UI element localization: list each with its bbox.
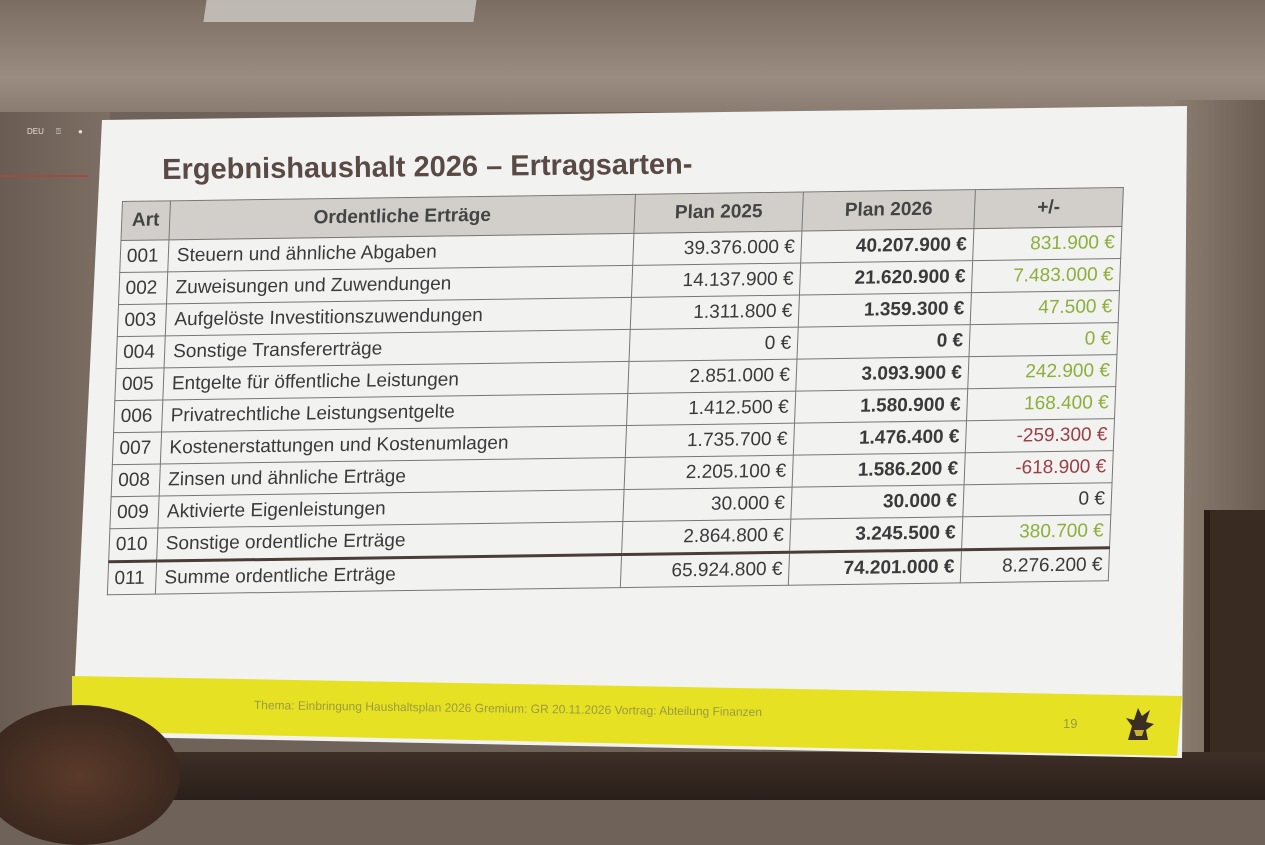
row-difference: 168.400 € <box>967 387 1116 421</box>
row-plan-2025: 2.851.000 € <box>628 359 797 393</box>
header-art: Art <box>121 201 170 241</box>
header-name: Ordentliche Erträge <box>169 194 635 240</box>
sum-plan-2026: 74.201.000 € <box>788 550 961 585</box>
slide-page-number: 19 <box>1063 716 1078 731</box>
sum-plan-2025: 65.924.800 € <box>620 552 789 587</box>
row-difference: 380.700 € <box>962 515 1111 550</box>
row-difference: 0 € <box>963 483 1112 517</box>
row-name: Zuweisungen und Zuwendungen <box>167 265 633 304</box>
row-difference: -618.900 € <box>964 451 1113 485</box>
row-art: 006 <box>114 400 163 433</box>
row-plan-2026: 1.580.900 € <box>795 389 968 423</box>
row-plan-2025: 0 € <box>629 327 798 361</box>
row-art: 005 <box>115 368 164 401</box>
header-plan-2025: Plan 2025 <box>634 192 803 233</box>
row-plan-2026: 3.093.900 € <box>796 357 969 391</box>
row-plan-2025: 1.735.700 € <box>625 423 794 457</box>
language-indicator: DEU <box>27 127 44 136</box>
row-name: Entgelte für öffentliche Leistungen <box>163 361 629 400</box>
row-plan-2026: 1.359.300 € <box>798 293 971 327</box>
revenue-table-container <box>106 187 1128 611</box>
row-art: 010 <box>109 528 158 562</box>
row-name: Kostenerstattungen und Kostenumlagen <box>160 425 626 464</box>
row-plan-2025: 39.376.000 € <box>633 231 802 265</box>
row-plan-2026: 0 € <box>797 325 970 359</box>
projector-divider <box>0 175 88 177</box>
sum-name: Summe ordentliche Erträge <box>155 555 621 595</box>
row-name: Sonstige ordentliche Erträge <box>157 522 623 562</box>
row-plan-2026: 30.000 € <box>791 485 964 519</box>
row-art: 001 <box>120 240 169 273</box>
row-art: 007 <box>112 432 161 465</box>
help-icon: ⍰ <box>56 127 61 136</box>
row-difference: 7.483.000 € <box>971 259 1120 293</box>
row-plan-2026: 1.476.400 € <box>793 421 966 455</box>
row-name: Privatrechtliche Leistungsentgelte <box>162 393 628 432</box>
row-art: 004 <box>116 336 165 369</box>
row-plan-2025: 14.137.900 € <box>631 263 800 297</box>
row-plan-2025: 1.311.800 € <box>630 295 799 329</box>
row-plan-2025: 2.205.100 € <box>624 455 793 489</box>
row-name: Aktivierte Eigenleistungen <box>158 490 624 529</box>
row-art: 003 <box>117 304 166 337</box>
row-plan-2025: 1.412.500 € <box>627 391 796 425</box>
room-floor <box>0 752 1265 800</box>
room-ceiling <box>0 0 1265 112</box>
projector-status-bar <box>0 118 100 138</box>
row-art: 008 <box>111 464 160 497</box>
row-plan-2026: 21.620.900 € <box>799 261 972 295</box>
table-body <box>107 227 1122 595</box>
row-name: Sonstige Transfererträge <box>164 329 630 368</box>
row-plan-2026: 1.586.200 € <box>792 453 965 487</box>
row-plan-2026: 3.245.500 € <box>790 517 963 552</box>
row-name: Steuern und ähnliche Abgaben <box>168 233 634 272</box>
slide-footer-text: Thema: Einbringung Haushaltsplan 2026 Gremium: GR 20.11.2026 Vortrag: Abteilung Finanzen <box>253 698 763 720</box>
ceiling-light <box>203 0 476 22</box>
revenue-table <box>107 187 1124 595</box>
row-plan-2026: 40.207.900 € <box>801 229 974 263</box>
header-plan-2026: Plan 2026 <box>802 190 975 231</box>
sum-difference: 8.276.200 € <box>960 548 1109 583</box>
sum-art: 011 <box>107 561 156 595</box>
row-difference: -259.300 € <box>965 419 1114 453</box>
user-icon: ● <box>78 127 83 136</box>
row-art: 002 <box>119 272 168 305</box>
slide-title: Ergebnishaushalt 2026 – Ertragsarten- <box>162 148 693 186</box>
row-difference: 47.500 € <box>970 291 1119 325</box>
row-plan-2025: 2.864.800 € <box>622 519 791 554</box>
row-plan-2025: 30.000 € <box>623 487 792 521</box>
header-difference: +/- <box>974 188 1123 229</box>
row-art: 009 <box>110 496 159 529</box>
row-difference: 242.900 € <box>968 355 1117 389</box>
row-difference: 0 € <box>969 323 1118 357</box>
row-name: Aufgelöste Investitionszuwendungen <box>165 297 631 336</box>
griffin-logo-icon <box>1120 702 1158 744</box>
row-difference: 831.900 € <box>973 227 1122 261</box>
row-name: Zinsen und ähnliche Erträge <box>159 457 625 496</box>
